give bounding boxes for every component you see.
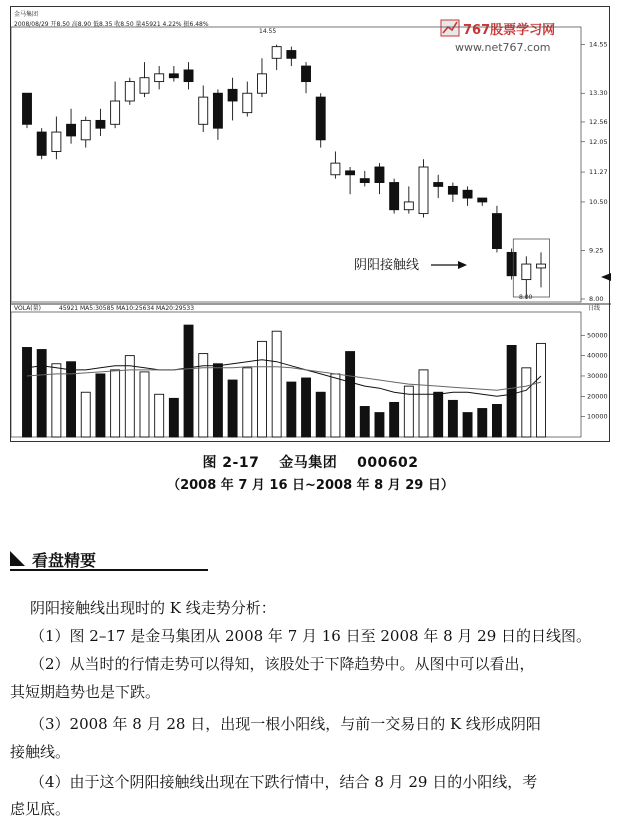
price-tick-label: 14.55: [589, 40, 608, 49]
volume-bar-up: [331, 374, 340, 437]
volume-bar-down: [169, 398, 178, 437]
volume-bar-down: [346, 352, 355, 437]
volume-bar-up: [81, 392, 90, 437]
price-tick-label: 12.56: [589, 117, 608, 126]
candle-down: [228, 89, 237, 101]
volume-bar-up: [272, 331, 281, 437]
high-marker: 14.55: [259, 28, 277, 35]
volume-header: VOLA(量): [14, 305, 41, 312]
volume-tick-label: 20000: [587, 392, 608, 401]
watermark-url: www.net767.com: [455, 41, 551, 54]
volume-header-info: 45921 MA5:30585 MA10:25634 MA20:29533: [59, 305, 195, 312]
volume-tick-label: 10000: [587, 412, 608, 421]
volume-bar-down: [213, 364, 222, 437]
volume-tick-label: 50000: [587, 331, 608, 340]
candle-down: [287, 51, 296, 59]
price-tick-label: 12.05: [589, 137, 608, 146]
candle-down: [448, 186, 457, 194]
section-heading-label: 看盘精要: [32, 551, 97, 570]
candle-up: [537, 264, 546, 268]
chart-canvas: [11, 7, 611, 443]
candle-down: [169, 74, 178, 78]
candle-down: [213, 93, 222, 128]
candle-up: [155, 74, 164, 82]
volume-bar-down: [375, 413, 384, 437]
candle-down: [37, 132, 46, 155]
volume-bar-up: [243, 368, 252, 437]
volume-bar-down: [37, 350, 46, 437]
volume-bar-down: [67, 362, 76, 437]
candle-up: [111, 101, 120, 124]
volume-bar-up: [257, 341, 266, 437]
volume-bar-down: [316, 392, 325, 437]
candle-down: [390, 183, 399, 210]
volume-bar-up: [522, 368, 531, 437]
volume-bar-up: [537, 343, 546, 437]
candle-down: [375, 167, 384, 183]
chart-stock-name: 金马集团: [14, 11, 39, 18]
candle-up: [125, 82, 134, 101]
volume-bar-down: [360, 406, 369, 437]
volume-bar-down: [463, 413, 472, 437]
candle-down: [316, 97, 325, 140]
arrow-right-icon: [458, 261, 467, 269]
price-axis: [581, 41, 608, 303]
candles-group: [23, 45, 546, 299]
volume-bar-down: [448, 400, 457, 437]
candle-up: [52, 132, 61, 151]
candle-up: [140, 78, 149, 94]
candle-down: [184, 70, 193, 82]
volume-bar-down: [184, 325, 193, 437]
candle-down: [492, 214, 501, 249]
figure-date-range: （2008 年 7 月 16 日~2008 年 8 月 29 日）: [167, 478, 454, 493]
paragraph-2: （2）从当时的行情走势可以得知，该股处于下降趋势中。从图中可以看出，: [30, 655, 535, 673]
volume-bar-down: [302, 378, 311, 437]
candle-down: [346, 171, 355, 175]
triangle-icon: [10, 551, 25, 566]
volume-bar-down: [287, 382, 296, 437]
price-tick-label: 10.50: [589, 197, 608, 206]
candle-up: [419, 167, 428, 214]
candle-down: [434, 183, 443, 187]
volume-bar-down: [478, 409, 487, 437]
candle-up: [81, 120, 90, 139]
volume-bar-down: [507, 345, 516, 437]
candle-down: [23, 93, 32, 124]
volume-bars-group: [23, 325, 546, 437]
candle-up: [272, 47, 281, 59]
volume-bar-up: [111, 370, 120, 437]
paragraph-4-cont: 虑见底。: [10, 800, 71, 818]
price-plot-area: [11, 27, 581, 302]
candle-up: [199, 97, 208, 124]
volume-bar-up: [52, 364, 61, 437]
price-tick-label: 13.30: [589, 89, 608, 98]
price-pointer-icon: [601, 273, 611, 281]
volume-bar-up: [155, 394, 164, 437]
stock-chart: [10, 6, 610, 442]
candle-up: [331, 163, 340, 175]
figure-caption: 图 2-17 金马集团 000602: [202, 455, 419, 471]
paragraph-1: （1）图 2–17 是金马集团从 2008 年 7 月 16 日至 2008 年 8 月 29 日的日线图。: [30, 627, 592, 645]
watermark-site-name: 767股票学习网: [463, 23, 556, 38]
price-tick-label: 11.27: [589, 168, 608, 177]
volume-bar-up: [419, 370, 428, 437]
volume-bar-down: [492, 404, 501, 437]
candle-down: [478, 198, 487, 202]
candle-up: [522, 264, 531, 280]
volume-tick-label: 30000: [587, 371, 608, 380]
price-tick-label: 8.00: [589, 295, 604, 303]
volume-bar-up: [140, 372, 149, 437]
candle-down: [302, 66, 311, 82]
day-label: 日线: [588, 305, 601, 312]
volume-bar-down: [390, 402, 399, 437]
volume-axis: [581, 331, 608, 420]
section-heading: [10, 547, 208, 571]
volume-bar-up: [125, 356, 134, 437]
candle-down: [360, 179, 369, 183]
candle-down: [96, 120, 105, 128]
price-tick-label: 9.25: [589, 246, 604, 255]
volume-bar-down: [228, 380, 237, 437]
volume-bar-down: [23, 347, 32, 437]
volume-bar-down: [96, 374, 105, 437]
volume-tick-label: 40000: [587, 351, 608, 360]
low-marker: 8.00: [519, 294, 533, 301]
chart-info-line: 2008/08/29 开8.50 高8.90 低8.35 收8.50 量45921 4.22% 振6.48%: [14, 21, 209, 28]
paragraph-intro: 阴阳接触线出现时的 K 线走势分析：: [30, 599, 276, 617]
candle-up: [243, 93, 252, 112]
candle-up: [257, 74, 266, 93]
candle-up: [404, 202, 413, 210]
candle-down: [463, 190, 472, 198]
candle-down: [507, 252, 516, 275]
paragraph-2-cont: 其短期趋势也是下跌。: [10, 683, 161, 701]
watermark-logo: [441, 20, 555, 54]
volume-bar-down: [434, 392, 443, 437]
annotation-label: 阴阳接触线: [354, 258, 420, 273]
candle-down: [67, 124, 76, 136]
paragraph-4: （4）由于这个阴阳接触线出现在下跌行情中，结合 8 月 29 日的小阳线，考: [30, 773, 538, 791]
paragraph-3: （3）2008 年 8 月 28 日，出现一根小阳线，与前一交易日的 K 线形成阴阳: [30, 715, 541, 733]
paragraph-3-cont: 接触线。: [10, 743, 71, 761]
